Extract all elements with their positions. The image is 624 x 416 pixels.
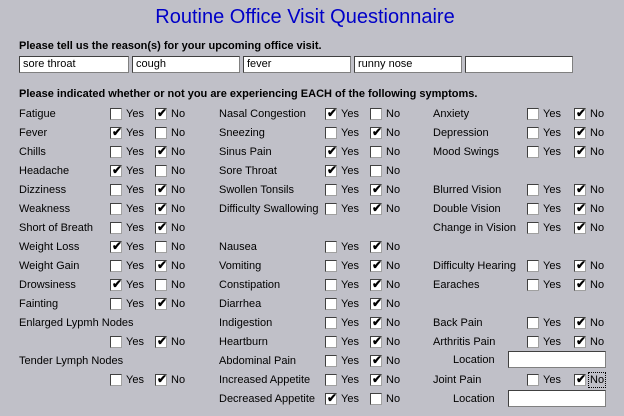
symptom-label-difficulty-hearing: Difficulty Hearing [433,260,516,272]
no-label: No [171,203,186,215]
check-mark-icon: ✔ [575,144,587,158]
weight-loss-yes-checkbox[interactable] [110,241,122,253]
no-label: No [171,222,186,234]
constipation-no-checkbox[interactable] [370,279,382,291]
fainting-no-checkbox[interactable] [155,298,167,310]
check-mark-icon: ✔ [575,106,587,120]
no-label: No [590,222,605,234]
no-label: No [171,279,186,291]
symptom-label-constipation: Constipation [219,279,281,291]
no-label: No [386,203,401,215]
page-title: Routine Office Visit Questionnaire [155,6,455,28]
blurred-vision-yes-checkbox[interactable] [527,184,539,196]
symptom-label-vomiting: Vomiting [219,260,262,272]
sore-throat-yes-checkbox[interactable] [325,165,337,177]
fatigue-no-checkbox[interactable] [155,108,167,120]
no-label: No [386,184,401,196]
fatigue-yes-checkbox[interactable] [110,108,122,120]
symptom-label-sore-throat: Sore Throat [219,165,277,177]
nasal-congestion-yes-checkbox[interactable] [325,108,337,120]
no-label: No [386,317,401,329]
joint-location-input[interactable] [508,390,606,407]
symptom-label-fainting: Fainting [19,298,59,310]
symptom-label-anxiety: Anxiety [433,108,470,120]
yes-label: Yes [341,260,359,272]
check-mark-icon: ✔ [371,239,383,253]
check-mark-icon: ✔ [111,163,123,177]
chills-no-checkbox[interactable] [155,146,167,158]
no-label: No [590,279,605,291]
yes-label: Yes [126,165,144,177]
check-mark-icon: ✔ [575,220,587,234]
yes-label: Yes [543,184,561,196]
yes-label: Yes [543,108,561,120]
short-of-breath-no-checkbox[interactable] [155,222,167,234]
depression-yes-checkbox[interactable] [527,127,539,139]
no-label: No [386,146,401,158]
abdominal-pain-yes-checkbox[interactable] [325,355,337,367]
dizziness-no-checkbox[interactable] [155,184,167,196]
constipation-yes-checkbox[interactable] [325,279,337,291]
no-label: No [590,336,605,348]
no-label: No [386,260,401,272]
check-mark-icon: ✔ [371,125,383,139]
indigestion-yes-checkbox[interactable] [325,317,337,329]
increased-appetite-yes-checkbox[interactable] [325,374,337,386]
yes-label: Yes [341,108,359,120]
back-pain-yes-checkbox[interactable] [527,317,539,329]
symptom-label-indigestion: Indigestion [219,317,273,329]
no-label: No [171,108,186,120]
dizziness-yes-checkbox[interactable] [110,184,122,196]
symptom-label-weight-loss: Weight Loss [19,241,80,253]
weight-gain-yes-checkbox[interactable] [110,260,122,272]
check-mark-icon: ✔ [575,125,587,139]
symptoms-prompt: Please indicated whether or not you are experiencing EACH of the following symptoms. [19,88,478,100]
heartburn-yes-checkbox[interactable] [325,336,337,348]
difficulty-swallowing-no-checkbox[interactable] [370,203,382,215]
anxiety-no-checkbox[interactable] [574,108,586,120]
reason-field-5[interactable] [465,56,573,73]
check-mark-icon: ✔ [111,239,123,253]
yes-label: Yes [126,222,144,234]
check-mark-icon: ✔ [326,144,338,158]
no-label: No [386,374,401,386]
check-mark-icon: ✔ [371,353,383,367]
yes-label: Yes [543,203,561,215]
check-mark-icon: ✔ [371,334,383,348]
yes-label: Yes [341,146,359,158]
no-label: No [590,184,605,196]
no-label: No [590,374,605,386]
yes-label: Yes [341,203,359,215]
yes-label: Yes [126,374,144,386]
no-label: No [386,355,401,367]
check-mark-icon: ✔ [156,220,168,234]
check-mark-icon: ✔ [156,334,168,348]
enlarged-lypmh-nodes-yes-checkbox[interactable] [110,336,122,348]
blurred-vision-no-checkbox[interactable] [574,184,586,196]
reason-field-1[interactable]: sore throat [19,56,129,73]
check-mark-icon: ✔ [156,258,168,272]
no-label: No [171,260,186,272]
symptom-label-difficulty-swallowing: Difficulty Swallowing [219,203,319,215]
symptom-label-chills: Chills [19,146,46,158]
enlarged-lypmh-nodes-no-checkbox[interactable] [155,336,167,348]
reason-prompt: Please tell us the reason(s) for your upcoming office visit. [19,40,322,52]
indigestion-no-checkbox[interactable] [370,317,382,329]
no-label: No [590,317,605,329]
arthritis-location-input[interactable] [508,351,606,368]
earaches-yes-checkbox[interactable] [527,279,539,291]
yes-label: Yes [543,317,561,329]
difficulty-hearing-yes-checkbox[interactable] [527,260,539,272]
no-label: No [590,108,605,120]
earaches-no-checkbox[interactable] [574,279,586,291]
yes-label: Yes [341,279,359,291]
no-label: No [171,146,186,158]
no-label: No [590,203,605,215]
weakness-yes-checkbox[interactable] [110,203,122,215]
no-label: No [171,127,186,139]
yes-label: Yes [126,336,144,348]
symptom-label-headache: Headache [19,165,70,177]
symptom-label-enlarged-lypmh-nodes: Enlarged Lypmh Nodes [19,317,134,329]
check-mark-icon: ✔ [371,315,383,329]
symptom-label-swollen-tonsils: Swollen Tonsils [219,184,295,196]
check-mark-icon: ✔ [156,106,168,120]
no-label: No [386,298,401,310]
yes-label: Yes [126,127,144,139]
decreased-appetite-no-checkbox[interactable] [370,393,382,405]
check-mark-icon: ✔ [575,201,587,215]
fever-yes-checkbox[interactable] [110,127,122,139]
no-label: No [386,127,401,139]
symptom-label-fever: Fever [19,127,48,139]
symptom-label-blurred-vision: Blurred Vision [433,184,502,196]
no-label: No [386,279,401,291]
check-mark-icon: ✔ [111,277,123,291]
sore-throat-no-checkbox[interactable] [370,165,382,177]
swollen-tonsils-yes-checkbox[interactable] [325,184,337,196]
check-mark-icon: ✔ [371,277,383,291]
joint-pain-no-checkbox[interactable] [574,374,586,386]
check-mark-icon: ✔ [156,201,168,215]
check-mark-icon: ✔ [575,182,587,196]
symptom-label-nausea: Nausea [219,241,257,253]
check-mark-icon: ✔ [326,163,338,177]
mood-swings-yes-checkbox[interactable] [527,146,539,158]
yes-label: Yes [341,241,359,253]
no-label: No [171,374,186,386]
check-mark-icon: ✔ [575,372,587,386]
drowsiness-yes-checkbox[interactable] [110,279,122,291]
nausea-no-checkbox[interactable] [370,241,382,253]
difficulty-hearing-no-checkbox[interactable] [574,260,586,272]
sinus-pain-yes-checkbox[interactable] [325,146,337,158]
symptom-label-abdominal-pain: Abdominal Pain [219,355,297,367]
headache-yes-checkbox[interactable] [110,165,122,177]
symptom-label-arthritis-pain: Arthritis Pain [433,336,496,348]
yes-label: Yes [341,355,359,367]
sneezing-yes-checkbox[interactable] [325,127,337,139]
symptom-label-decreased-appetite: Decreased Appetite [219,393,316,405]
tender-lymph-nodes-no-checkbox[interactable] [155,374,167,386]
no-label: No [590,127,605,139]
symptom-label-back-pain: Back Pain [433,317,483,329]
fainting-yes-checkbox[interactable] [110,298,122,310]
check-mark-icon: ✔ [156,144,168,158]
fever-no-checkbox[interactable] [155,127,167,139]
increased-appetite-no-checkbox[interactable] [370,374,382,386]
check-mark-icon: ✔ [575,334,587,348]
check-mark-icon: ✔ [156,182,168,196]
check-mark-icon: ✔ [575,315,587,329]
no-label: No [171,184,186,196]
yes-label: Yes [126,184,144,196]
symptom-label-fatigue: Fatigue [19,108,56,120]
check-mark-icon: ✔ [326,391,338,405]
weakness-no-checkbox[interactable] [155,203,167,215]
yes-label: Yes [126,260,144,272]
check-mark-icon: ✔ [575,277,587,291]
arthritis-pain-yes-checkbox[interactable] [527,336,539,348]
swollen-tonsils-no-checkbox[interactable] [370,184,382,196]
symptom-label-sinus-pain: Sinus Pain [219,146,272,158]
drowsiness-no-checkbox[interactable] [155,279,167,291]
reason-field-4[interactable]: runny nose [354,56,462,73]
no-label: No [171,165,186,177]
yes-label: Yes [543,279,561,291]
symptom-label-diarrhea: Diarrhea [219,298,262,310]
symptom-label-sneezing: Sneezing [219,127,265,139]
arthritis-pain-no-checkbox[interactable] [574,336,586,348]
joint-pain-yes-checkbox[interactable] [527,374,539,386]
symptom-label-earaches: Earaches [433,279,480,291]
no-label: No [171,241,186,253]
vomiting-no-checkbox[interactable] [370,260,382,272]
yes-label: Yes [543,260,561,272]
headache-no-checkbox[interactable] [155,165,167,177]
check-mark-icon: ✔ [111,125,123,139]
yes-label: Yes [126,241,144,253]
symptom-label-weight-gain: Weight Gain [19,260,80,272]
no-label: No [171,298,186,310]
double-vision-no-checkbox[interactable] [574,203,586,215]
symptom-label-drowsiness: Drowsiness [19,279,76,291]
chills-yes-checkbox[interactable] [110,146,122,158]
yes-label: Yes [543,146,561,158]
yes-label: Yes [341,317,359,329]
yes-label: Yes [341,393,359,405]
back-pain-no-checkbox[interactable] [574,317,586,329]
no-label: No [386,241,401,253]
sneezing-no-checkbox[interactable] [370,127,382,139]
yes-label: Yes [126,279,144,291]
check-mark-icon: ✔ [371,258,383,272]
check-mark-icon: ✔ [326,106,338,120]
diarrhea-yes-checkbox[interactable] [325,298,337,310]
yes-label: Yes [341,184,359,196]
check-mark-icon: ✔ [371,201,383,215]
weight-gain-no-checkbox[interactable] [155,260,167,272]
yes-label: Yes [543,222,561,234]
symptom-label-increased-appetite: Increased Appetite [219,374,311,386]
diarrhea-no-checkbox[interactable] [370,298,382,310]
no-label: No [386,165,401,177]
decreased-appetite-yes-checkbox[interactable] [325,393,337,405]
mood-swings-no-checkbox[interactable] [574,146,586,158]
symptom-label-heartburn: Heartburn [219,336,268,348]
symptom-label-depression: Depression [433,127,489,139]
check-mark-icon: ✔ [371,182,383,196]
symptom-label-joint-pain: Joint Pain [433,374,482,386]
yes-label: Yes [126,146,144,158]
yes-label: Yes [126,203,144,215]
check-mark-icon: ✔ [371,372,383,386]
no-label: No [171,336,186,348]
yes-label: Yes [341,127,359,139]
difficulty-swallowing-yes-checkbox[interactable] [325,203,337,215]
abdominal-pain-no-checkbox[interactable] [370,355,382,367]
arthritis-location-label: Location [453,354,495,366]
no-label: No [590,146,605,158]
check-mark-icon: ✔ [371,296,383,310]
tender-lymph-nodes-yes-checkbox[interactable] [110,374,122,386]
yes-label: Yes [341,336,359,348]
symptom-label-weakness: Weakness [19,203,71,215]
short-of-breath-yes-checkbox[interactable] [110,222,122,234]
yes-label: Yes [543,127,561,139]
no-label: No [386,393,401,405]
symptom-label-short-of-breath: Short of Breath [19,222,93,234]
heartburn-no-checkbox[interactable] [370,336,382,348]
yes-label: Yes [543,374,561,386]
yes-label: Yes [126,108,144,120]
symptom-label-mood-swings: Mood Swings [433,146,500,158]
yes-label: Yes [543,336,561,348]
no-label: No [386,108,401,120]
check-mark-icon: ✔ [156,296,168,310]
vomiting-yes-checkbox[interactable] [325,260,337,272]
yes-label: Yes [126,298,144,310]
symptom-label-tender-lymph-nodes: Tender Lymph Nodes [19,355,124,367]
anxiety-yes-checkbox[interactable] [527,108,539,120]
double-vision-yes-checkbox[interactable] [527,203,539,215]
nasal-congestion-no-checkbox[interactable] [370,108,382,120]
reason-field-3[interactable]: fever [243,56,351,73]
joint-location-label: Location [453,393,495,405]
check-mark-icon: ✔ [156,372,168,386]
change-in-vision-no-checkbox[interactable] [574,222,586,234]
no-label: No [590,260,605,272]
sinus-pain-no-checkbox[interactable] [370,146,382,158]
yes-label: Yes [341,298,359,310]
weight-loss-no-checkbox[interactable] [155,241,167,253]
nausea-yes-checkbox[interactable] [325,241,337,253]
yes-label: Yes [341,374,359,386]
symptom-label-nasal-congestion: Nasal Congestion [219,108,306,120]
no-label: No [386,336,401,348]
yes-label: Yes [341,165,359,177]
depression-no-checkbox[interactable] [574,127,586,139]
check-mark-icon: ✔ [575,258,587,272]
symptom-label-dizziness: Dizziness [19,184,67,196]
symptom-label-double-vision: Double Vision [433,203,501,215]
symptom-label-change-in-vision: Change in Vision [433,222,516,234]
reason-field-2[interactable]: cough [132,56,240,73]
change-in-vision-yes-checkbox[interactable] [527,222,539,234]
